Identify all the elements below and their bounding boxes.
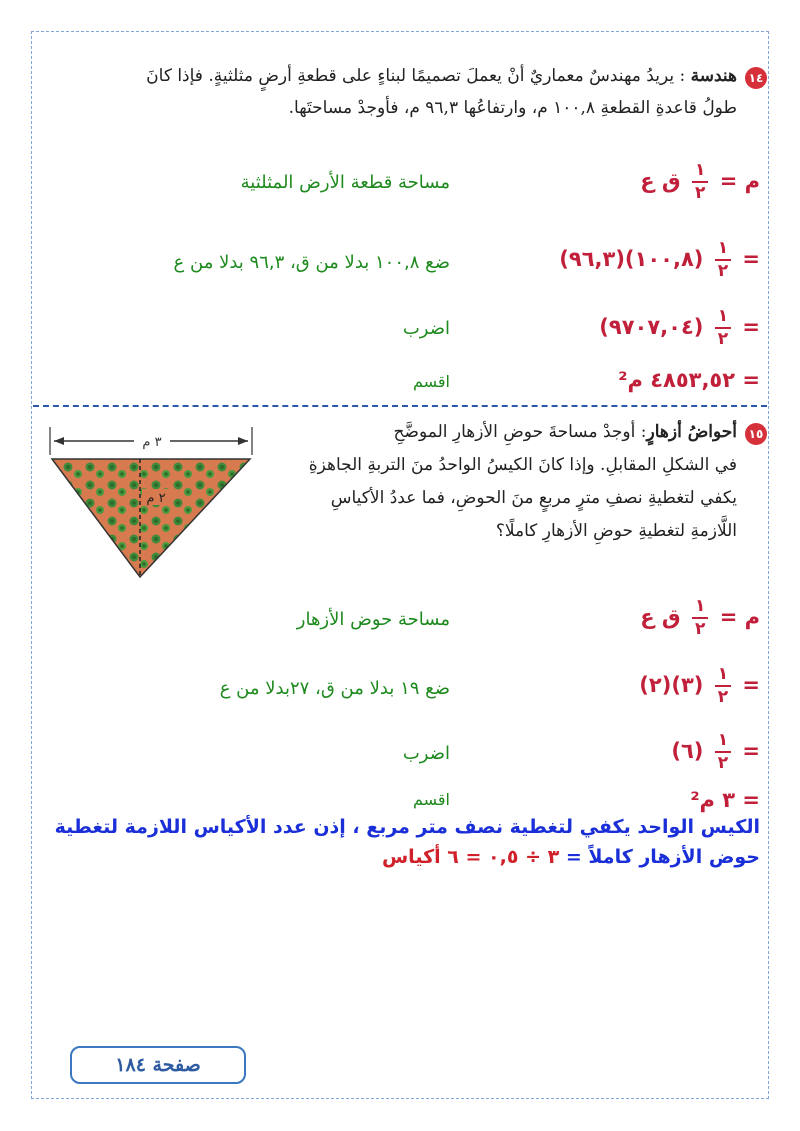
q15-step-2-equation — [639, 666, 760, 706]
q15-step-2-note: ضع ١٩ بدلا من ق، ٢٧بدلا من ع — [219, 678, 450, 699]
denominator: ٢ — [717, 261, 729, 281]
lhs: م = — [719, 605, 760, 629]
question-14-text: يريدُ مهندسٌ معماريٌ أنْ يعملَ تصميمًا لبناءٍ على قطعةِ أرضٍ مثلثيةٍ. فإذا كانَ — [146, 66, 675, 86]
half-fraction — [715, 240, 731, 280]
denominator: ٢ — [717, 687, 729, 707]
question-15-line-1: أحواضُ أزهارٍ: أوجدْ مساحةَ حوضِ الأزهارِ الموضَّحِ — [393, 422, 737, 442]
lhs: = — [742, 247, 760, 271]
numerator: ١ — [715, 666, 731, 687]
conclusion-result: ٣ ÷ ٠,٥ = ٦ أكياس — [381, 846, 560, 868]
question-14-line-1: هندسة : يريدُ مهندسٌ معماريٌ أنْ يعملَ تصميمًا لبناءٍ على قطعةِ أرضٍ مثلثيةٍ. فإذا كانَ — [146, 66, 737, 86]
rhs: (٣)(٢) — [639, 673, 704, 697]
q14-step-1-equation — [640, 162, 760, 202]
rhs: (٦) — [671, 739, 704, 763]
numerator: ١ — [715, 308, 731, 329]
q14-step-3-equation — [599, 308, 760, 348]
q15-step-3-equation — [671, 732, 760, 772]
lhs: = — [742, 673, 760, 697]
lhs: = — [742, 739, 760, 763]
arrow-left-icon — [54, 437, 64, 445]
lhs: = — [742, 315, 760, 339]
numerator: ١ — [715, 240, 731, 261]
rhs: ق ع — [640, 169, 681, 193]
half-fraction — [692, 162, 708, 202]
page-number-box: صفحة ١٨٤ — [70, 1046, 246, 1084]
question-15-line-3: يكفي لتغطيةِ نصفِ مترٍ مربعٍ منَ الحوضِ، فما عددُ الأكياسِ — [330, 488, 737, 508]
flowerbed-triangle-figure — [40, 425, 260, 585]
numerator: ١ — [692, 598, 708, 619]
q14-step-2-equation — [559, 240, 760, 280]
q14-step-2-note: ضع ١٠٠,٨ بدلا من ق، ٩٦,٣ بدلا من ع — [173, 252, 450, 273]
half-fraction — [715, 666, 731, 706]
base-label: ٣ م — [142, 435, 162, 450]
arrow-right-icon — [238, 437, 248, 445]
numerator: ١ — [715, 732, 731, 753]
rhs: (١٠٠,٨)(٩٦,٣) — [559, 247, 704, 271]
q14-step-4-note: اقسم — [412, 372, 450, 391]
numerator: ١ — [692, 162, 708, 183]
section-divider — [33, 405, 767, 407]
q15-step-4-note: اقسم — [412, 790, 450, 809]
question-15-line-4: اللَّازمةِ لتغطيةِ حوضِ الأزهارِ كاملًا؟ — [495, 521, 737, 541]
q14-step-3-note: اضرب — [402, 318, 450, 339]
question-14-badge: ١٤ — [745, 67, 767, 89]
question-15-keyword: أحواضُ أزهارٍ — [646, 422, 737, 442]
half-fraction — [692, 598, 708, 638]
height-label: ٢ م — [146, 491, 166, 506]
question-14-line-2: طولُ قاعدةِ القطعةِ ١٠٠,٨ م، وارتفاعُها ٩٦,٣ م، فأوجدْ مساحتَها. — [288, 98, 737, 118]
question-15-line-2: في الشكلِ المقابلِ. وإذا كانَ الكيسُ الواحدُ منَ التربةِ الجاهزةِ — [308, 455, 737, 475]
q15-step-3-note: اضرب — [402, 743, 450, 764]
q15-step-4-equation: = ٣ م² — [690, 788, 760, 812]
question-14-keyword: هندسة — [690, 66, 737, 86]
lhs: م = — [719, 169, 760, 193]
q14-step-4-equation: = ٤٨٥٣,٥٢ م² — [618, 368, 760, 392]
triangle-flowerbed — [52, 459, 250, 577]
denominator: ٢ — [717, 753, 729, 773]
denominator: ٢ — [717, 329, 729, 349]
conclusion-line-1: الكيس الواحد يكفي لتغطية نصف متر مربع ، إذن عدد الأكياس اللازمة لتغطية — [54, 816, 760, 838]
rhs: (٩٧٠٧,٠٤) — [599, 315, 704, 339]
q15-step-1-note: مساحة حوض الأزهار — [296, 609, 450, 630]
question-15-text: أوجدْ مساحةَ حوضِ الأزهارِ الموضَّحِ — [393, 422, 636, 442]
denominator: ٢ — [694, 183, 706, 203]
conclusion-prefix: حوض الأزهار كاملاً = — [565, 846, 760, 868]
q14-step-1-note: مساحة قطعة الأرض المثلثية — [240, 172, 450, 193]
denominator: ٢ — [694, 619, 706, 639]
half-fraction — [715, 308, 731, 348]
conclusion-line-2 — [382, 846, 760, 868]
q15-step-1-equation — [640, 598, 760, 638]
rhs: ق ع — [640, 605, 681, 629]
half-fraction — [715, 732, 731, 772]
question-15-badge: ١٥ — [745, 423, 767, 445]
